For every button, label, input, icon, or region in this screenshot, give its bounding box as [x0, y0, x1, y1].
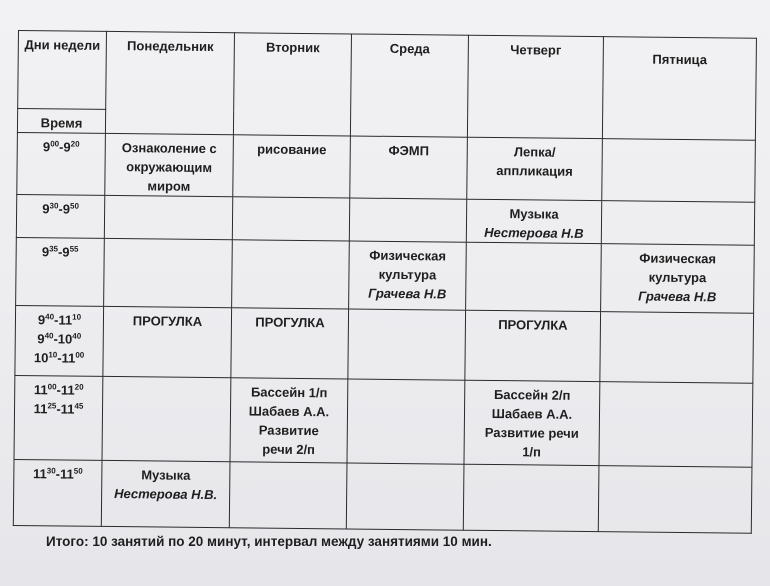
day-header-thursday: Четверг	[467, 35, 603, 138]
lesson-text: ПРОГУЛКА	[498, 317, 568, 333]
time-minutes: 00	[75, 350, 85, 360]
day-header-friday: Пятница	[602, 37, 756, 141]
lesson-text: ФЭМП	[388, 142, 430, 159]
lesson-text: Бассейн 2/п	[493, 387, 571, 403]
header-row	[18, 31, 757, 117]
schedule-row	[17, 132, 756, 202]
time-hour: -11	[53, 312, 73, 328]
time-cell	[16, 194, 104, 238]
time-hour: -9	[58, 201, 71, 217]
lesson-cell-thursday	[466, 242, 602, 311]
lesson-text: речи 2/п	[262, 441, 316, 458]
lesson-text: рисование	[257, 141, 327, 158]
schedule-body	[13, 132, 755, 533]
time-minutes: 40	[45, 312, 55, 322]
lesson-cell-wednesday	[349, 241, 467, 310]
lesson-cell-wednesday	[346, 463, 464, 530]
lesson-text: Лепка/	[513, 144, 556, 160]
lesson-cell-thursday	[463, 464, 599, 531]
lesson-text: Физическая	[639, 250, 717, 267]
time-minutes: 20	[74, 382, 84, 392]
lesson-cell-monday	[102, 376, 231, 461]
time-minutes: 25	[47, 401, 57, 411]
lesson-cell-friday	[601, 201, 754, 246]
time-hour: 10	[33, 350, 49, 366]
time-range	[19, 310, 100, 330]
lesson-cell-friday	[600, 312, 754, 384]
lesson-cell-friday	[601, 244, 755, 314]
lesson-text: окружающим	[126, 159, 213, 176]
lesson-cell-tuesday	[232, 197, 349, 241]
lesson-text: культура	[378, 266, 437, 283]
time-minutes: 40	[44, 331, 54, 341]
time-hour: 9	[37, 312, 46, 328]
lesson-cell-monday	[101, 460, 230, 527]
time-cell	[14, 375, 103, 460]
lesson-cell-friday	[602, 139, 756, 203]
lesson-text: Ознаколение с	[121, 140, 217, 157]
lesson-cell-wednesday	[350, 136, 468, 199]
time-range	[20, 199, 101, 219]
schedule-row	[16, 194, 754, 245]
schedule-table	[13, 30, 757, 534]
corner-time-header: Время	[17, 109, 105, 134]
time-hour: 9	[42, 139, 51, 155]
teacher-name: Грачева Н.В	[368, 285, 447, 302]
lesson-text: Шабаев А.А.	[491, 405, 573, 422]
schedule-row	[15, 305, 754, 383]
time-hour: 9	[37, 331, 45, 347]
teacher-name: Нестерова Н.В.	[114, 486, 218, 503]
time-hour: 9	[41, 244, 50, 260]
time-minutes: 35	[49, 244, 59, 254]
day-header-wednesday: Среда	[350, 34, 468, 137]
time-minutes: 30	[49, 201, 59, 211]
lesson-text: Бассейн 1/п	[250, 384, 328, 401]
lesson-cell-monday	[104, 195, 232, 239]
schedule-row	[13, 459, 752, 533]
time-minutes: 55	[69, 244, 79, 254]
lesson-text: Шабаев А.А.	[248, 403, 330, 420]
time-range	[18, 348, 99, 368]
time-cell	[15, 305, 104, 376]
lesson-cell-thursday	[467, 137, 603, 200]
time-cell	[16, 237, 105, 306]
time-minutes: 50	[70, 201, 80, 211]
time-cell	[17, 132, 106, 195]
time-cell	[13, 459, 102, 526]
time-range	[21, 137, 102, 157]
lesson-cell-monday	[104, 238, 233, 307]
time-hour: -9	[59, 139, 71, 155]
time-minutes: 50	[73, 466, 83, 476]
lesson-text: ПРОГУЛКА	[132, 313, 203, 329]
teacher-name: Нестерова Н.В	[484, 224, 584, 241]
time-hour: -11	[55, 466, 74, 482]
time-hour: -11	[57, 350, 76, 366]
time-range	[19, 329, 100, 349]
lesson-text: аппликация	[496, 163, 573, 179]
time-hour: -9	[57, 244, 70, 260]
lesson-text: Музыка	[509, 206, 559, 222]
footer-note: Итого: 10 занятий по 20 минут, интервал между занятиями 10 мин.	[46, 534, 492, 549]
time-range	[18, 380, 99, 400]
lesson-cell-friday	[598, 466, 752, 534]
time-hour: 11	[32, 466, 47, 482]
lesson-text: Развитие	[258, 422, 319, 439]
schedule-row	[16, 237, 755, 313]
time-hour: -10	[53, 331, 73, 347]
lesson-cell-thursday	[465, 310, 601, 381]
lesson-cell-wednesday	[347, 379, 465, 464]
time-hour: 11	[33, 382, 48, 398]
lesson-cell-tuesday	[229, 462, 347, 529]
time-minutes: 00	[47, 382, 57, 392]
day-header-monday: Понедельник	[105, 31, 234, 134]
time-hour: -11	[56, 382, 75, 398]
lesson-cell-monday	[103, 306, 232, 377]
teacher-name: Грачева Н.В	[638, 288, 717, 305]
time-minutes: 20	[70, 139, 80, 149]
lesson-cell-friday	[599, 382, 753, 468]
time-range	[17, 464, 98, 484]
lesson-text: ПРОГУЛКА	[255, 314, 325, 331]
time-minutes: 10	[48, 350, 58, 360]
lesson-text: культура	[648, 269, 707, 286]
schedule-row	[14, 375, 753, 467]
time-range	[20, 242, 101, 262]
lesson-cell-tuesday	[231, 308, 349, 379]
time-minutes: 45	[74, 401, 84, 411]
lesson-cell-wednesday	[348, 309, 466, 380]
time-minutes: 10	[72, 312, 82, 322]
lesson-cell-monday	[105, 133, 234, 196]
lesson-cell-tuesday	[230, 378, 348, 463]
lesson-cell-tuesday	[232, 240, 350, 309]
lesson-text: Физическая	[369, 247, 447, 264]
lesson-text: Музыка	[141, 467, 191, 483]
lesson-cell-thursday	[464, 380, 600, 465]
time-minutes: 30	[46, 466, 56, 476]
lesson-text: 1/п	[522, 444, 542, 460]
time-minutes: 40	[72, 331, 82, 341]
lesson-cell-tuesday	[233, 135, 351, 198]
lesson-cell-thursday	[466, 199, 601, 243]
time-hour: 9	[42, 201, 50, 217]
lesson-cell-wednesday	[349, 198, 466, 242]
time-range	[18, 399, 99, 419]
lesson-text: Развитие речи	[484, 424, 579, 441]
time-minutes: 00	[50, 139, 60, 149]
time-hour: -11	[56, 401, 75, 417]
day-header-tuesday: Вторник	[233, 33, 351, 136]
time-hour: 11	[33, 401, 48, 417]
corner-days-header: Дни недели	[18, 31, 107, 110]
lesson-text: миром	[147, 178, 191, 194]
